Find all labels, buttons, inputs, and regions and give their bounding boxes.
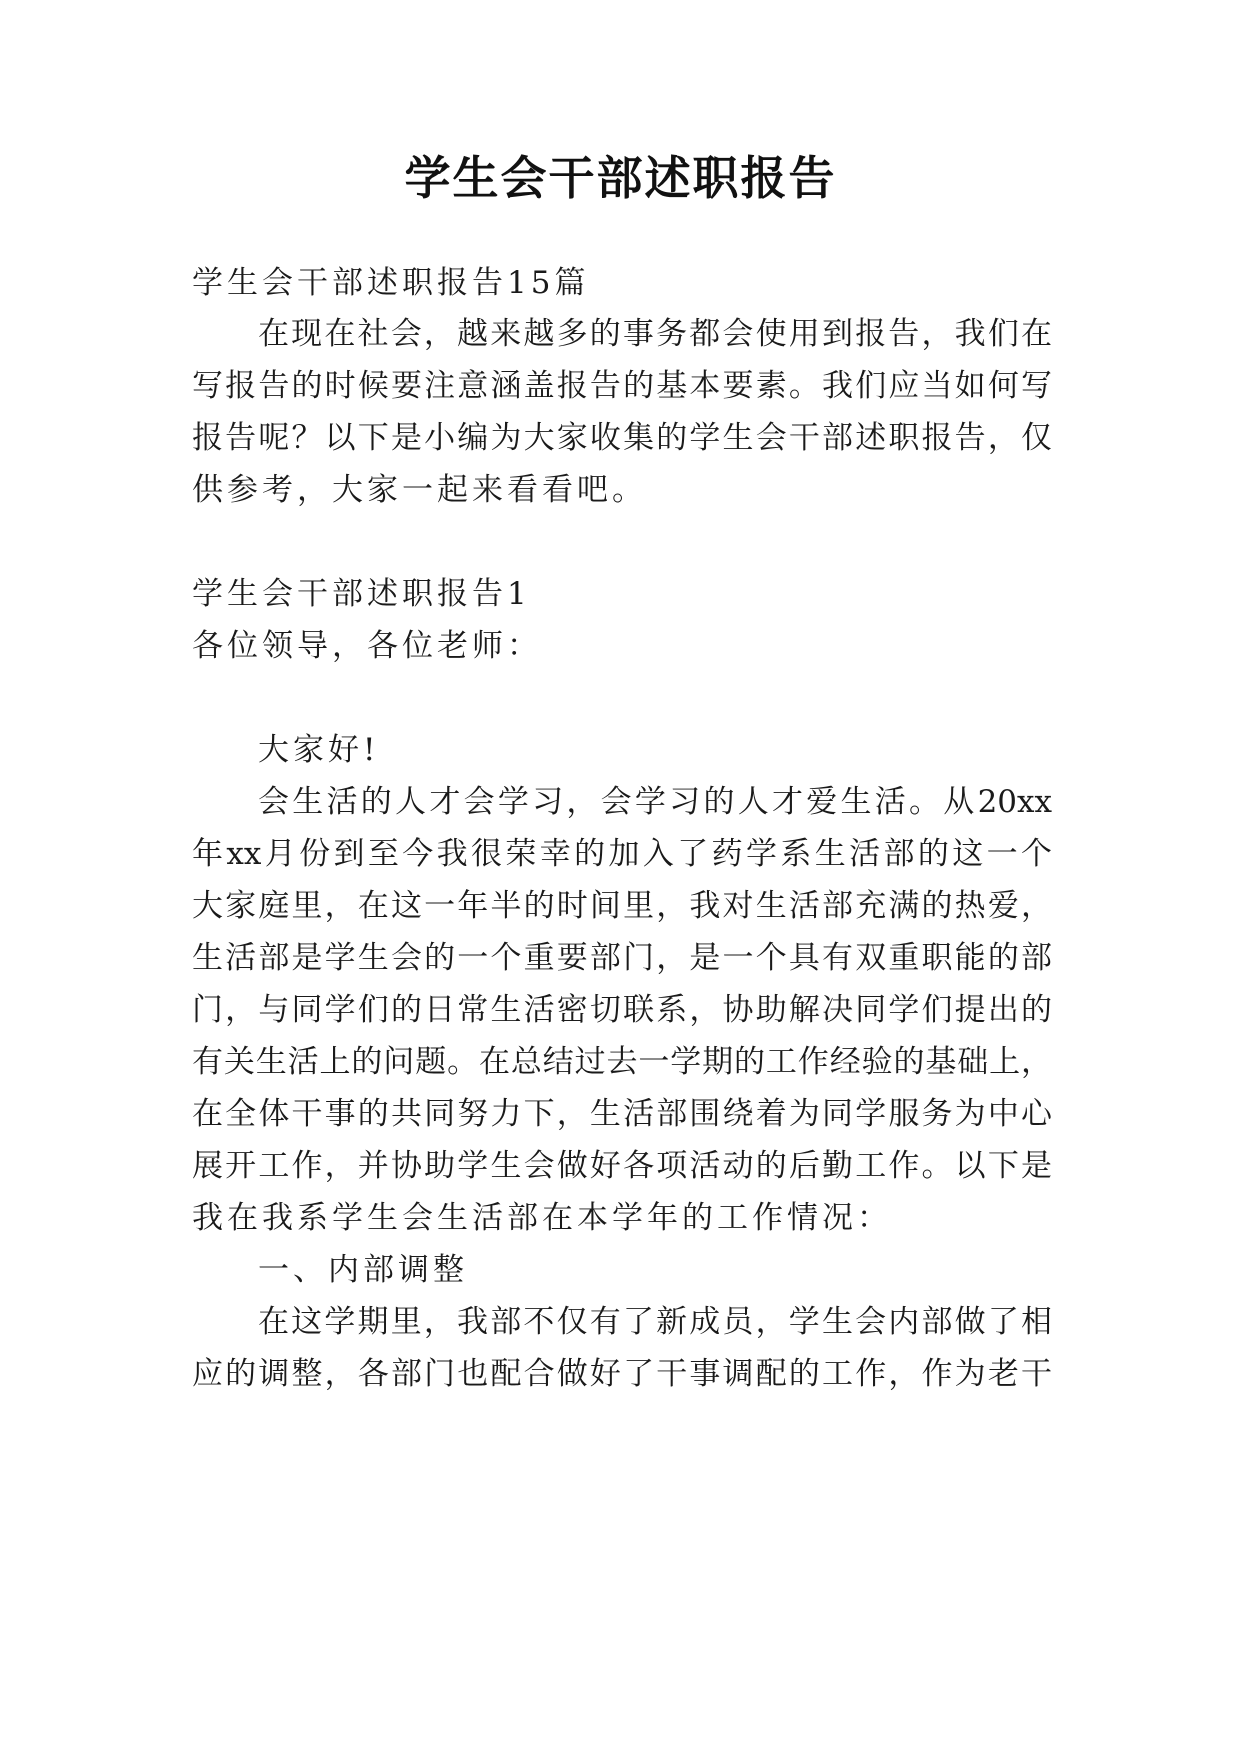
salutation: 各位领导，各位老师： bbox=[192, 628, 542, 664]
section-heading: 学生会干部述职报告1 bbox=[192, 576, 531, 612]
greeting: 大家好! bbox=[258, 732, 380, 768]
body-line: 门，与同学们的日常生活密切联系，协助解决同学们提出的 bbox=[192, 992, 1052, 1028]
body-line: 年xx月份到至今我很荣幸的加入了药学系生活部的这一个 bbox=[192, 836, 1052, 872]
intro-line: 供参考，大家一起来看看吧。 bbox=[192, 472, 647, 508]
body-line: 展开工作，并协助学生会做好各项活动的后勤工作。以下是 bbox=[192, 1148, 1052, 1184]
item-line: 在这学期里，我部不仅有了新成员，学生会内部做了相 bbox=[258, 1304, 1052, 1340]
intro-line: 在现在社会，越来越多的事务都会使用到报告，我们在 bbox=[258, 316, 1052, 352]
body-line: 在全体干事的共同努力下，生活部围绕着为同学服务为中心 bbox=[192, 1096, 1052, 1132]
intro-line: 报告呢？以下是小编为大家收集的学生会干部述职报告，仅 bbox=[192, 420, 1052, 456]
body-line: 大家庭里，在这一年半的时间里，我对生活部充满的热爱， bbox=[192, 888, 1052, 924]
body-line: 我在我系学生会生活部在本学年的工作情况： bbox=[192, 1200, 892, 1236]
document-title: 学生会干部述职报告 bbox=[404, 151, 837, 205]
item-heading: 一、内部调整 bbox=[258, 1252, 468, 1288]
body-line: 会生活的人才会学习，会学习的人才爱生活。从20xx bbox=[258, 784, 1052, 820]
intro-line: 写报告的时候要注意涵盖报告的基本要素。我们应当如何写 bbox=[192, 368, 1052, 404]
body-line: 有关生活上的问题。在总结过去一学期的工作经验的基础上， bbox=[192, 1044, 1052, 1080]
item-line: 应的调整，各部门也配合做好了干事调配的工作，作为老干 bbox=[192, 1356, 1052, 1392]
body-line: 生活部是学生会的一个重要部门，是一个具有双重职能的部 bbox=[192, 940, 1052, 976]
document-subtitle: 学生会干部述职报告15篇 bbox=[192, 265, 590, 301]
